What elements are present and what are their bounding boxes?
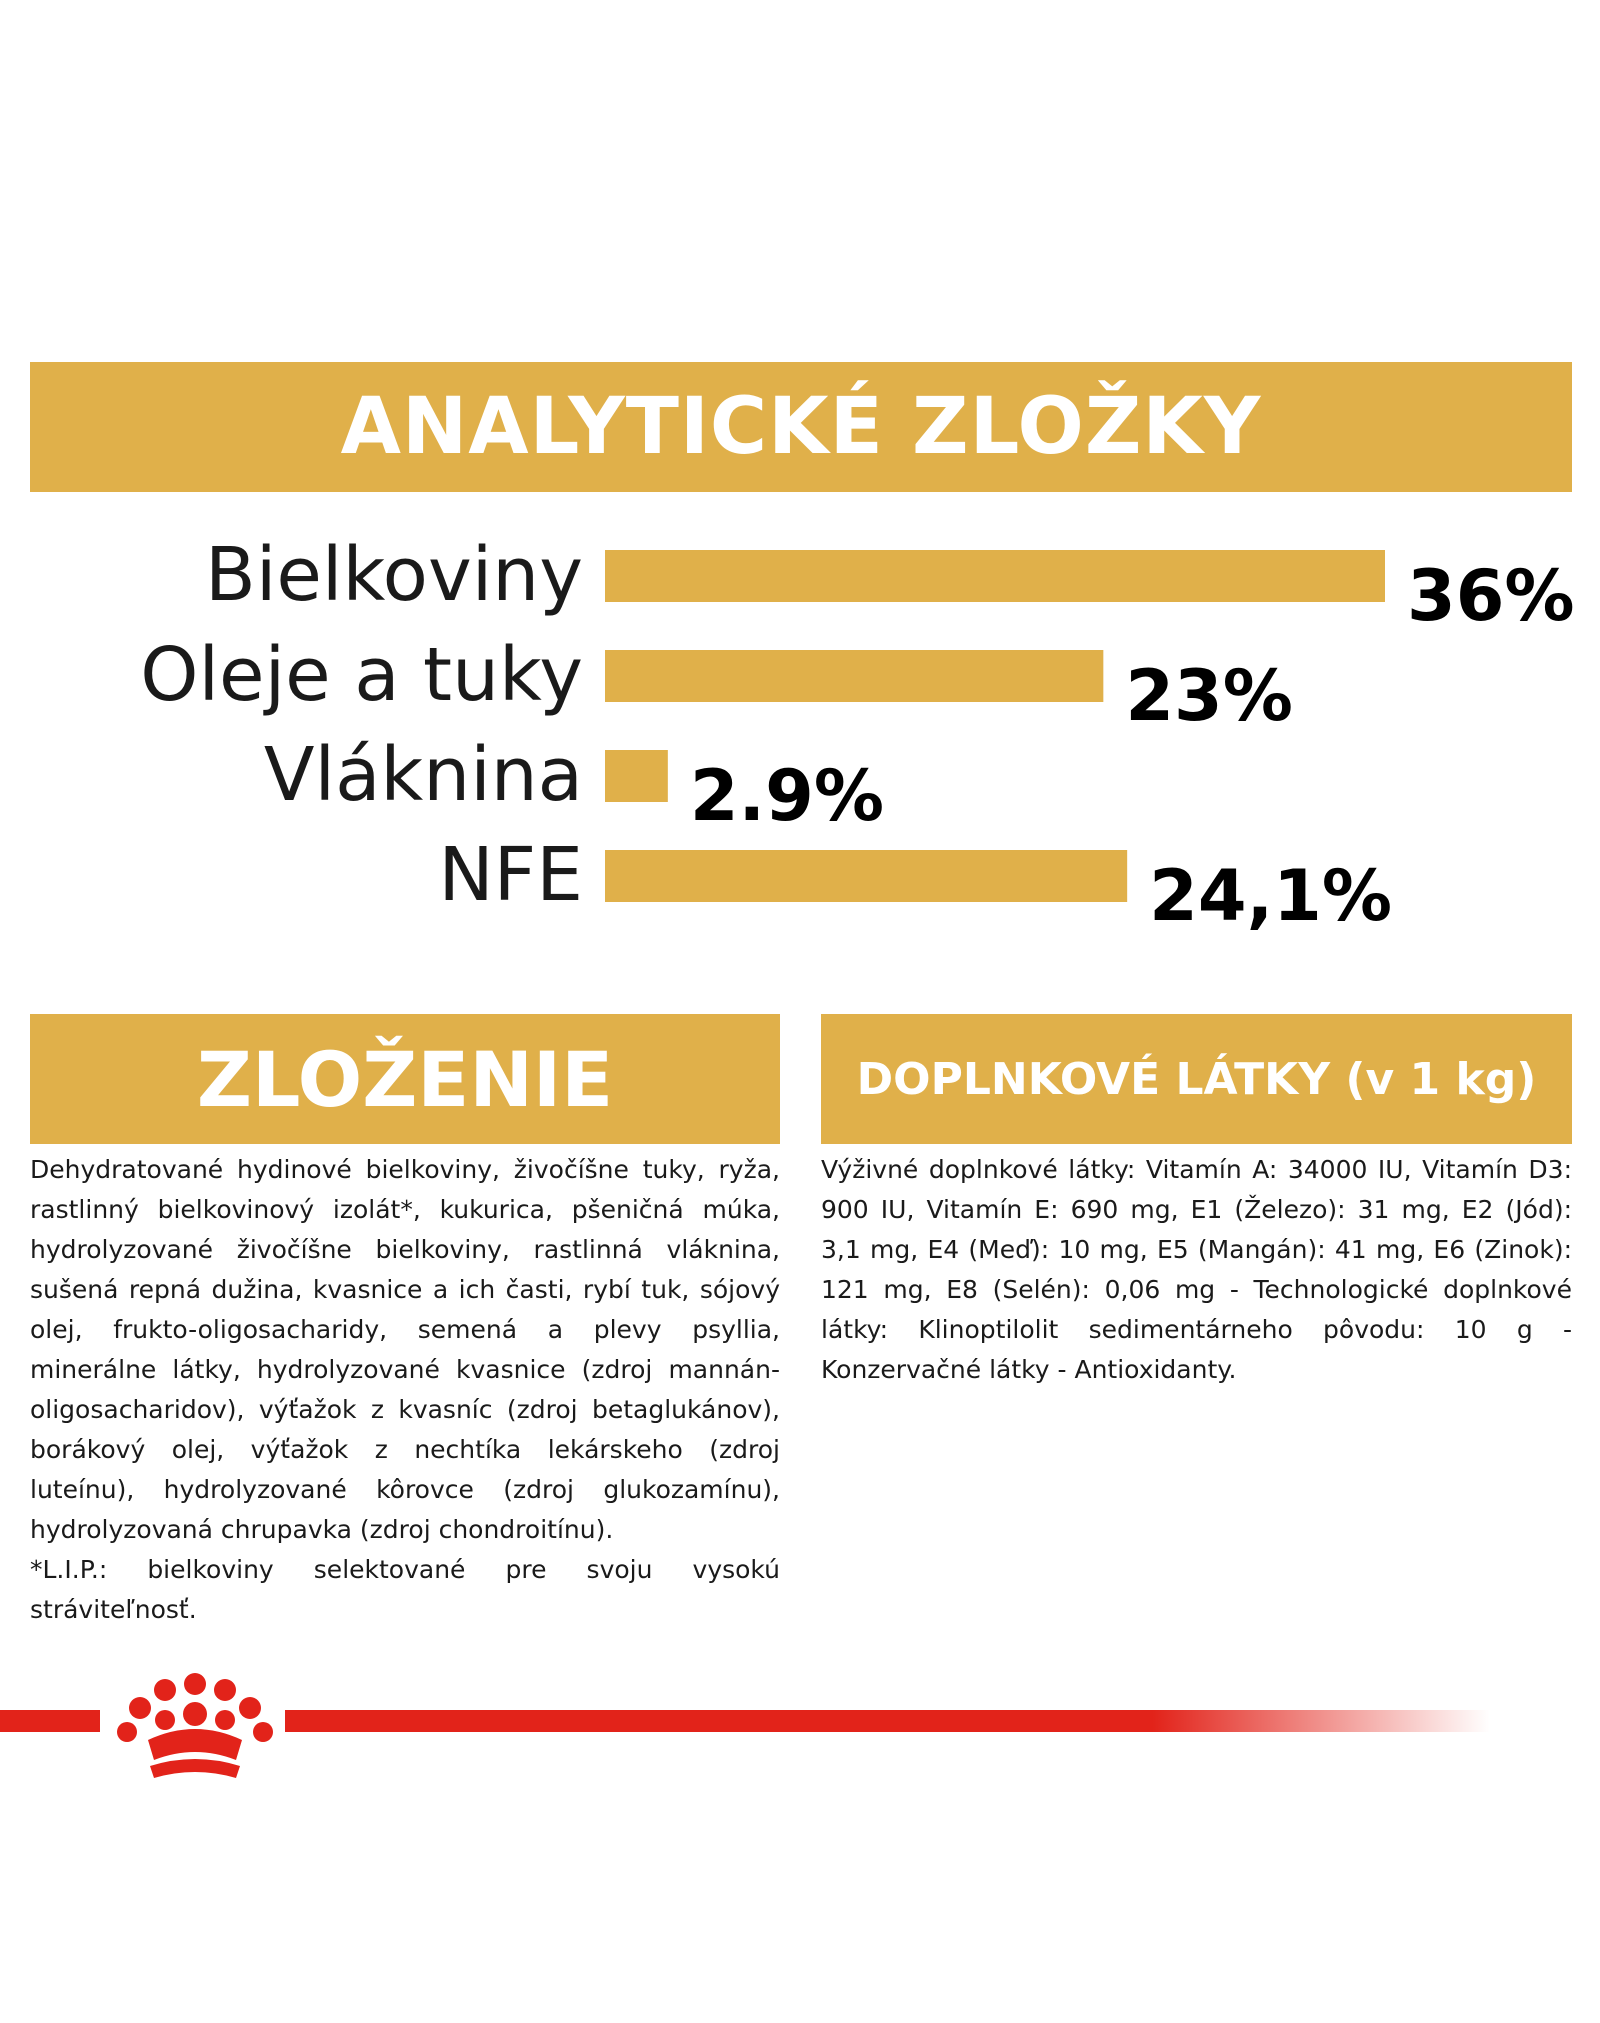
footer-line-right [285, 1710, 1490, 1732]
chart-category-label: NFE [438, 832, 583, 918]
chart-category-label: Bielkoviny [205, 532, 583, 618]
royal-canin-crown-icon [117, 1673, 273, 1778]
composition-banner [30, 1014, 780, 1144]
additives-list: Výživné doplnkové látky: Vitamín A: 34000 IU, Vitamín D3: 900 IU, Vitamín E: 690 mg, E1 (Železo): 31 mg, E2 (Jód): 3,1 mg, E4 (Meď): 10 mg, E5 (Mangán): 41 mg, E6 (Zinok): 121 mg, E8 (Selén): 0,06 mg - Technologické doplnkové látky: Klinoptilolit sedimentárneho pôvodu: 10 g - Konzervačné látky - Antioxidanty. [821, 1155, 1572, 1384]
additives-banner [821, 1014, 1572, 1144]
chart-value-label: 36% [1407, 555, 1575, 637]
chart-category-label: Oleje a tuky [140, 632, 583, 718]
analytic-bar-chart [0, 500, 1600, 940]
chart-value-label: 2.9% [689, 755, 884, 837]
footer-line-left [0, 1710, 100, 1732]
chart-value-label: 24,1% [1149, 855, 1393, 937]
footer-brand-line [0, 1670, 1600, 1790]
additives-title: DOPLNKOVÉ LÁTKY (v 1 kg) [856, 1053, 1537, 1105]
chart-bar [605, 550, 1385, 602]
analytic-title: ANALYTICKÉ ZLOŽKY [340, 382, 1262, 472]
analytic-banner [30, 362, 1572, 492]
chart-bar [605, 850, 1127, 902]
composition-note: *L.I.P.: bielkoviny selektované pre svoju vysokú stráviteľnosť. [30, 1555, 780, 1624]
composition-title: ZLOŽENIE [196, 1034, 614, 1124]
composition-text-block [30, 1150, 780, 1630]
composition-ingredients: Dehydratované hydinové bielkoviny, živočíšne tuky, ryža, rastlinný bielkovinový izolát*, kukurica, pšeničná múka, hydrolyzované živočíšne bielkoviny, rastlinná vláknina, sušená repná dužina, kvasnice a ich časti, rybí tuk, sójový olej, frukto-oligosacharidy, semená a plevy psyllia, minerálne látky, hydrolyzované kvasnice (zdroj mannán-oligosacharidov), výťažok z kvasníc (zdroj betaglukánov), borákový olej, výťažok z nechtíka lekárskeho (zdroj luteínu), hydrolyzované kôrovce (zdroj glukozamínu), hydrolyzovaná chrupavka (zdroj chondroitínu). [30, 1155, 780, 1544]
chart-bar [605, 750, 668, 802]
additives-text-block [821, 1150, 1572, 1390]
chart-value-label: 23% [1125, 655, 1293, 737]
chart-category-label: Vláknina [263, 732, 583, 818]
chart-bar [605, 650, 1103, 702]
